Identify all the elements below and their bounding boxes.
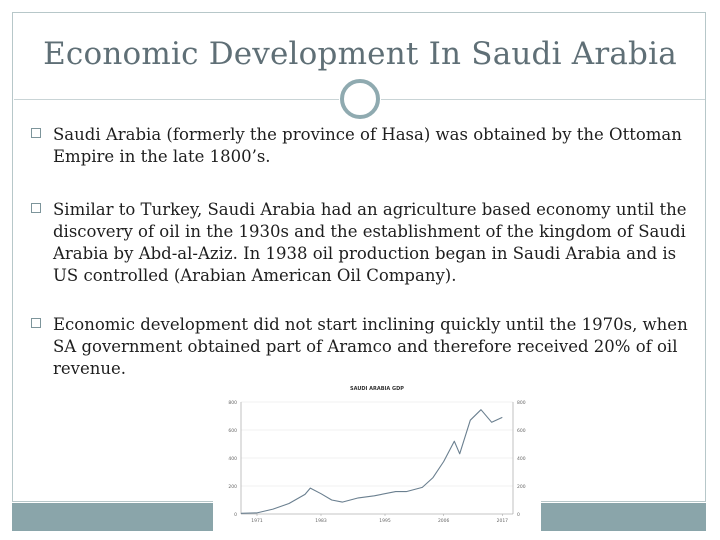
title-divider-right <box>381 99 705 100</box>
chart-title: SAUDI ARABIA GDP <box>350 386 404 392</box>
y-tick-label: 0 <box>234 513 237 518</box>
y-tick-label-right: 200 <box>517 485 526 490</box>
gdp-chart-image <box>213 380 541 538</box>
square-bullet-icon <box>31 203 41 213</box>
y-tick-label: 600 <box>228 429 237 434</box>
y-tick-label-right: 600 <box>517 429 526 434</box>
y-tick-label-right: 400 <box>517 457 526 462</box>
y-tick-label: 400 <box>228 457 237 462</box>
bullet-item <box>31 314 691 380</box>
gdp-chart <box>213 380 541 538</box>
x-tick-label: 1983 <box>315 519 327 524</box>
gdp-series-line <box>241 410 502 514</box>
bullet-text: Saudi Arabia (formerly the province of Hasa) was obtained by the Ottoman Empire in the late 1800’s. <box>53 125 682 166</box>
ring-ornament-icon <box>340 79 380 119</box>
y-tick-label: 800 <box>228 401 237 406</box>
y-tick-label: 200 <box>228 485 237 490</box>
y-tick-label-right: 0 <box>517 513 520 518</box>
x-tick-label: 2006 <box>437 519 450 524</box>
square-bullet-icon <box>31 318 41 328</box>
x-tick-label: 2017 <box>496 519 509 524</box>
x-tick-label: 1995 <box>379 519 391 524</box>
bullet-text: Economic development did not start inclining quickly until the 1970s, when SA government obtained part of Aramco and therefore received 20% of oil revenue. <box>53 315 688 378</box>
bullet-text: Similar to Turkey, Saudi Arabia had an agriculture based economy until the discovery of oil in the 1930s and the establishment of the kingdom of Saudi Arabia by Abd-al-Aziz. In 1938 oil production began in Saudi Arabia and is US controlled (Arabian American Oil Company). <box>53 200 687 285</box>
bullet-item <box>31 124 691 168</box>
bullet-item <box>31 199 691 287</box>
y-tick-label-right: 800 <box>517 401 526 406</box>
x-tick-label: 1971 <box>251 519 263 524</box>
title-divider-left <box>14 99 339 100</box>
slide-title: Economic Development In Saudi Arabia <box>43 36 677 72</box>
square-bullet-icon <box>31 128 41 138</box>
